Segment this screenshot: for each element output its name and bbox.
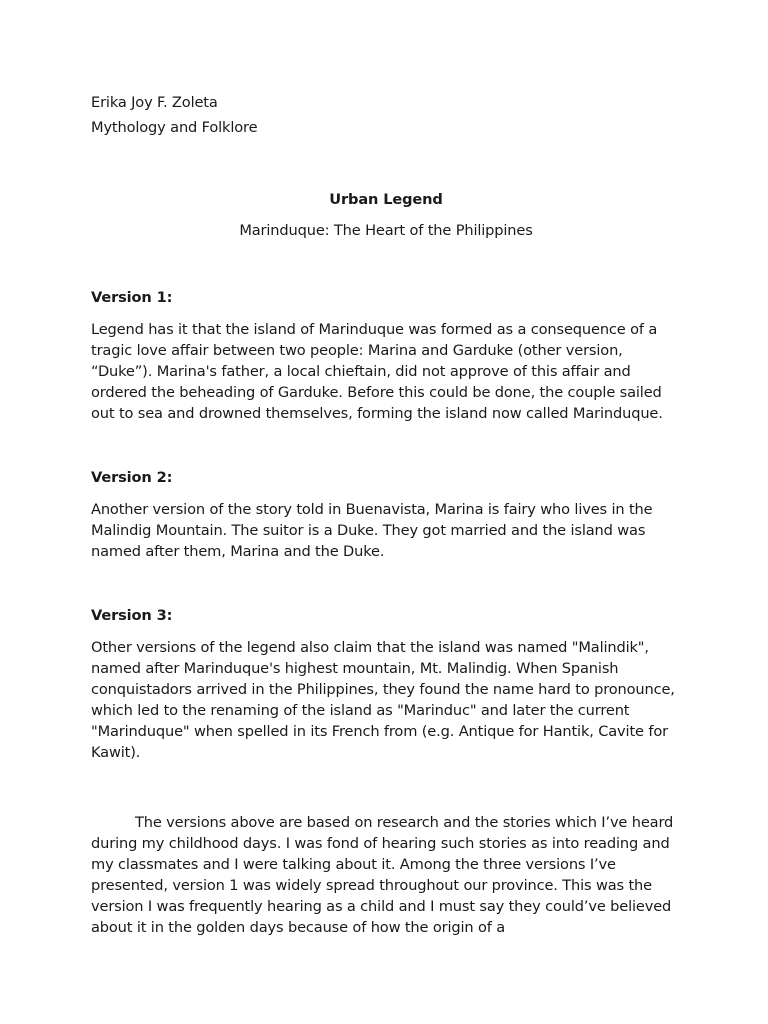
course-name: Mythology and Folklore	[91, 119, 258, 136]
document-body	[91, 92, 681, 938]
version-1-heading: Version 1:	[91, 289, 173, 306]
version-2-heading: Version 2:	[91, 469, 173, 486]
author-name: Erika Joy F. Zoleta	[91, 94, 218, 111]
document-title: Urban Legend	[329, 191, 443, 208]
version-3-text: Other versions of the legend also claim that the island was named "Malindik", named after Marinduque's highest mountain, Mt. Malindig. When Spanish conquistadors arrived in the Philippines, they found the name hard to pronounce, which led to the renaming of the island as "Marinduc" and later the current "Marinduque" when spelled in its French from (e.g. Antique for Hantik, Cavite for Kawit).	[91, 639, 675, 761]
closing-paragraph: The versions above are based on research and the stories which I’ve heard during my childhood days. I was fond of hearing such stories as into reading and my classmates and I were talking about it. Among the three versions I’ve presented, version 1 was widely spread throughout our province. This was the version I was frequently hearing as a child and I must say they could’ve believed about it in the golden days because of how the origin of a	[91, 814, 674, 936]
document-subtitle: Marinduque: The Heart of the Philippines	[239, 222, 533, 239]
version-3-heading: Version 3:	[91, 607, 173, 624]
version-1-text: Legend has it that the island of Marinduque was formed as a consequence of a tragic love affair between two people: Marina and Garduke (other version, “Duke”). Marina's father, a local chieftain, did not approve of this affair and ordered the beheading of Garduke. Before this could be done, the couple sailed out to sea and drowned themselves, forming the island now called Marinduque.	[91, 321, 663, 422]
version-2-text: Another version of the story told in Buenavista, Marina is fairy who lives in the Malindig Mountain. The suitor is a Duke. They got married and the island was named after them, Marina and the Duke.	[91, 501, 653, 560]
